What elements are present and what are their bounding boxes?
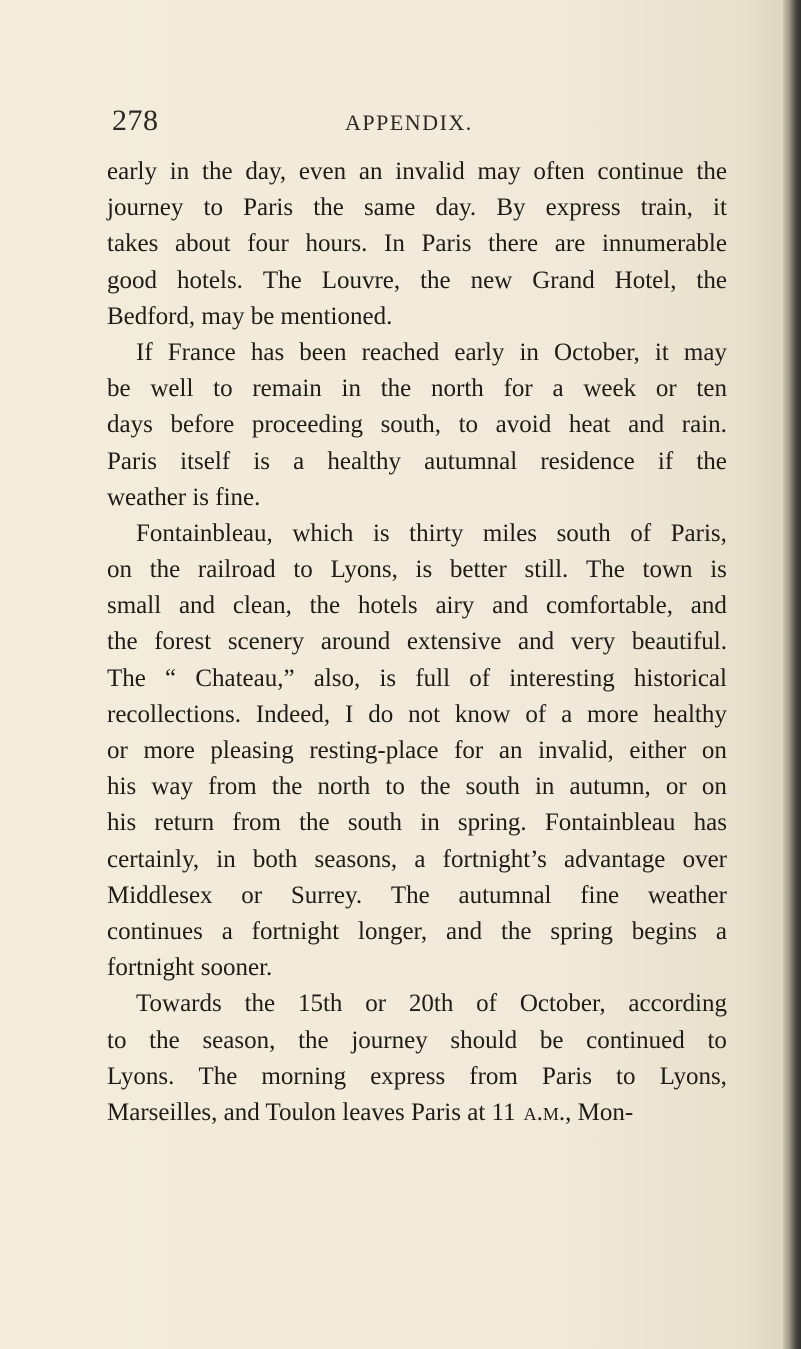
text-line: takes about four hours. In Paris there are innumerable: [107, 230, 727, 258]
text-line-final: [107, 1095, 727, 1131]
text-line: good hotels. The Louvre, the new Grand Hotel, the: [107, 266, 727, 294]
text-line: The “ Chateau,” also, is full of interesting historical: [107, 664, 727, 692]
text-line: certainly, in both seasons, a fortnight’s advantage over: [107, 845, 727, 873]
text-line: recollections. Indeed, I do not know of a more healthy: [107, 700, 727, 728]
text-line: his way from the north to the south in autumn, or on: [107, 773, 727, 801]
page-number: 278: [112, 104, 159, 137]
text-line: to the season, the journey should be continued to: [107, 1026, 727, 1054]
text-line: early in the day, even an invalid may often continue the: [107, 158, 727, 185]
text-line: weather is fine.: [107, 483, 261, 511]
text-line: be well to remain in the north for a week or ten: [107, 375, 727, 403]
text-line: small and clean, the hotels airy and comfortable, and: [107, 592, 727, 620]
running-head: APPENDIX.: [345, 110, 473, 135]
text-line: days before proceeding south, to avoid heat and rain.: [107, 411, 727, 439]
text-line: on the railroad to Lyons, is better still. The town is: [107, 556, 727, 584]
text-line: Fontainbleau, which is thirty miles south of Paris,: [136, 519, 727, 547]
text-line: or more pleasing resting-place for an invalid, either on: [107, 737, 727, 764]
text-line: If France has been reached early in October, it may: [136, 338, 727, 366]
text-line: journey to Paris the same day. By express train, it: [107, 194, 727, 222]
text-line: Lyons. The morning express from Paris to Lyons,: [107, 1062, 727, 1090]
final-line-end: , Mon-: [565, 1098, 634, 1126]
final-line-start: Marseilles, and Toulon leaves Paris at 11: [107, 1098, 516, 1126]
text-line: Paris itself is a healthy autumnal residence if the: [107, 447, 727, 475]
binding-edge: [783, 0, 801, 1349]
text-line: Middlesex or Surrey. The autumnal fine weather: [107, 881, 727, 909]
time-abbreviation: a.m.: [523, 1098, 566, 1126]
text-line: Towards the 15th or 20th of October, according: [136, 990, 727, 1018]
page-header: [112, 104, 712, 144]
text-line: Bedford, may be mentioned.: [107, 302, 393, 330]
text-line: the forest scenery around extensive and very beautiful.: [107, 628, 727, 656]
text-line: his return from the south in spring. Fontainbleau has: [107, 809, 727, 837]
body-text: [107, 154, 727, 1131]
text-line: continues a fortnight longer, and the spring begins a: [107, 917, 727, 945]
text-line: fortnight sooner.: [107, 954, 273, 982]
